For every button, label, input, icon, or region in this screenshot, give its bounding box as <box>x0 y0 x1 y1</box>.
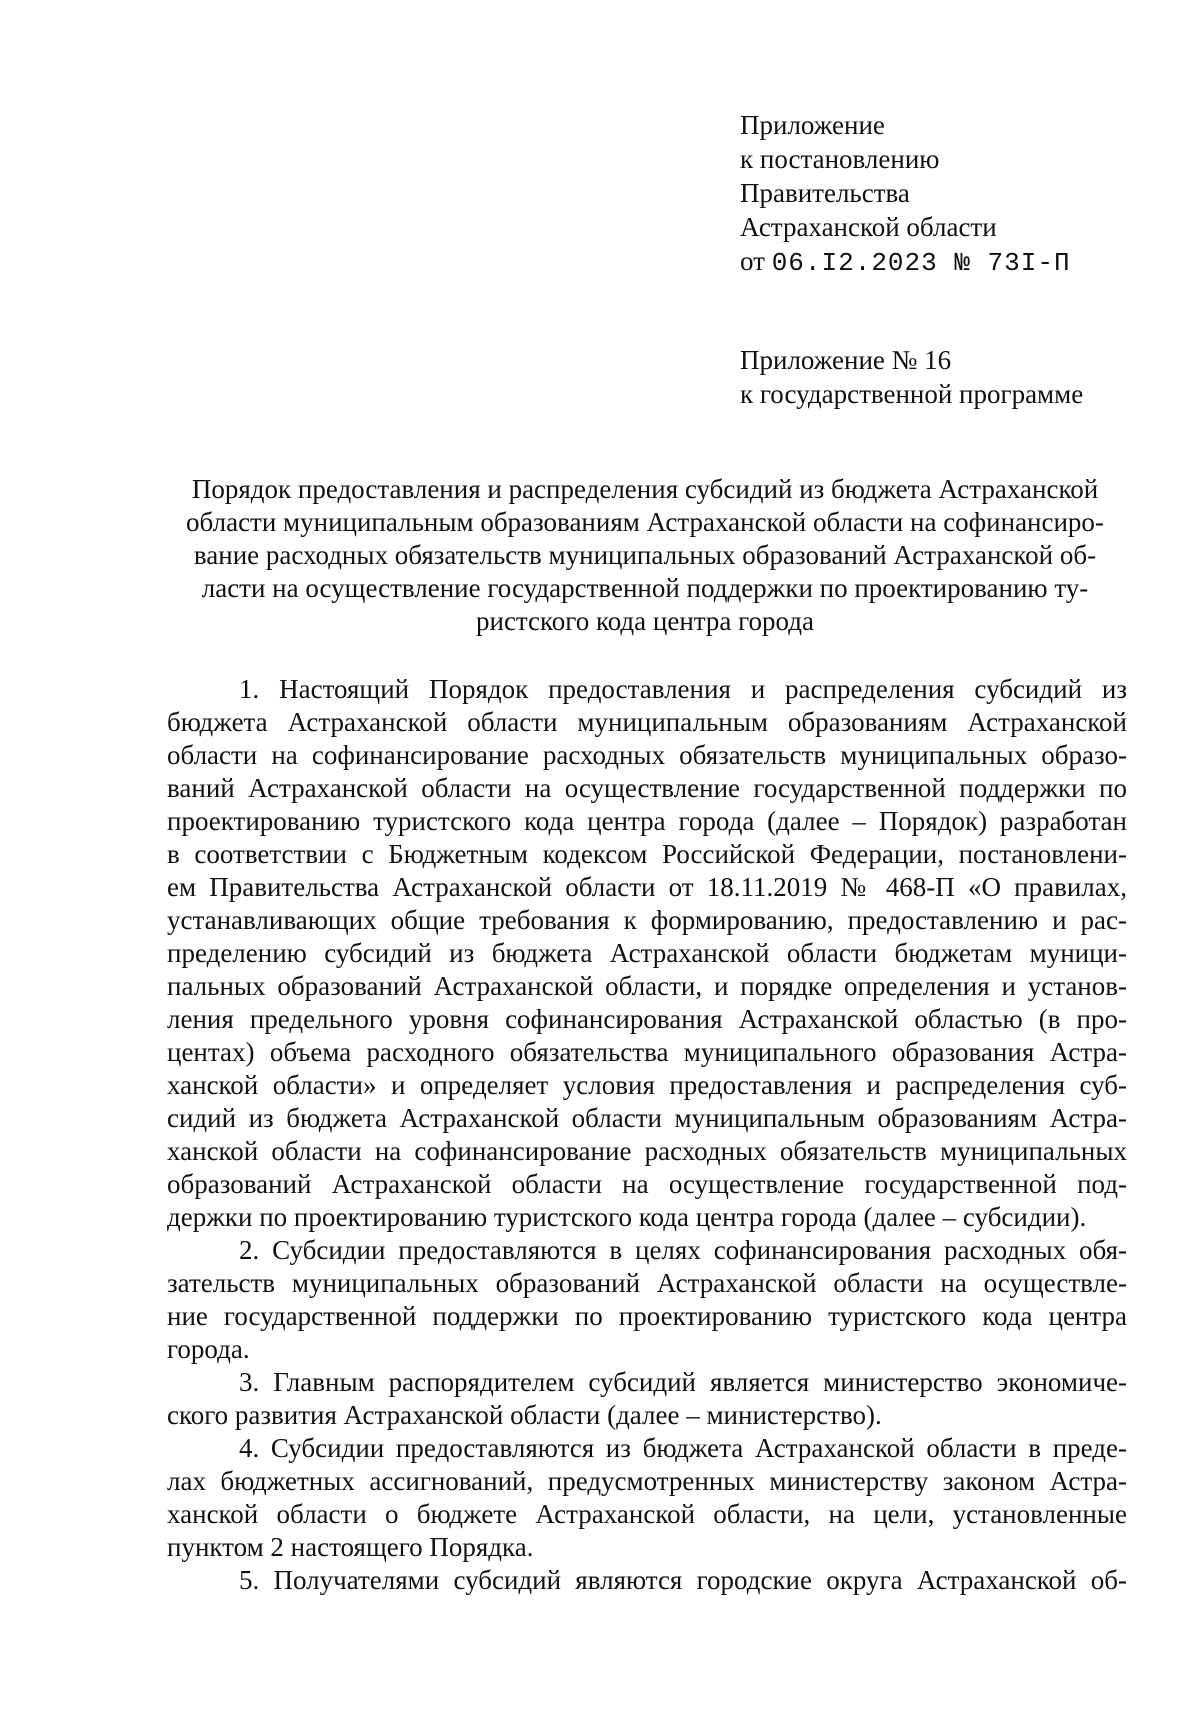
text-line: лах бюджетных ассигнований, предусмотренных министерству законом Астра- <box>167 1466 1127 1496</box>
text-line: держки по проектированию туристского кода центра города (далее – субсидии). <box>167 1202 1087 1232</box>
text-line: 4. Субсидии предоставляются из бюджета Астраханской области в преде- <box>239 1433 1127 1463</box>
text-line: пальных образований Астраханской области, и порядке определения и установ- <box>167 971 1127 1001</box>
annex-date-line <box>740 244 1071 280</box>
text-line: зательств муниципальных образований Астраханской области на осуществле- <box>167 1268 1127 1298</box>
text-line: 2. Субсидии предоставляются в целях софинансирования расходных обя- <box>239 1235 1127 1265</box>
title-line: области муниципальным образованиям Астраханской области на софинансиро- <box>186 507 1104 537</box>
text-line: ем Правительства Астраханской области от 18.11.2019 № 468-П «О правилах, <box>167 872 1127 902</box>
paragraph-2 <box>167 1234 1127 1366</box>
text-line: 3. Главным распорядителем субсидий является министерство экономиче- <box>239 1367 1127 1397</box>
title-line: Порядок предоставления и распределения субсидий из бюджета Астраханской <box>191 474 1099 504</box>
text-line: ления предельного уровня софинансирования Астраханской областью (в про- <box>167 1004 1127 1034</box>
title-line: вание расходных обязательств муниципальных образований Астраханской об- <box>193 540 1097 570</box>
annex-line: Правительства <box>740 178 910 208</box>
text-line: ние государственной поддержки по проектированию туристского кода центра <box>167 1301 1127 1331</box>
text-line: ханской области на софинансирование расходных обязательств муниципальных <box>167 1136 1127 1166</box>
text-line: 5. Получателями субсидий являются городские округа Астраханской об- <box>239 1565 1127 1595</box>
program-annex-header <box>740 343 1083 411</box>
text-line: в соответствии с Бюджетным кодексом Российской Федерации, постановлени- <box>167 839 1127 869</box>
text-line: пределению субсидий из бюджета Астраханской области бюджетам муници- <box>167 938 1127 968</box>
annex-header <box>740 108 1071 280</box>
date-prefix: от <box>740 246 765 276</box>
annex2-line: Приложение № 16 <box>740 345 952 375</box>
text-line: устанавливающих общие требования к формированию, предоставлению и рас- <box>167 905 1127 935</box>
text-line: ханской области о бюджете Астраханской области, на цели, установленные <box>167 1499 1127 1529</box>
annex-line: к постановлению <box>740 144 940 174</box>
text-line: сидий из бюджета Астраханской области муниципальным образованиям Астра- <box>167 1103 1127 1133</box>
text-line: ваний Астраханской области на осуществление государственной поддержки по <box>167 773 1127 803</box>
paragraph-4 <box>167 1432 1127 1564</box>
annex2-line: к государственной программе <box>740 379 1084 409</box>
text-line: города. <box>167 1334 250 1364</box>
date-number-stamp: 06.I2.2023 № 73I-П <box>771 248 1071 278</box>
paragraph-1 <box>167 673 1127 1234</box>
paragraph-5 <box>167 1564 1127 1597</box>
text-line: образований Астраханской области на осуществление государственной под- <box>167 1169 1127 1199</box>
document-title <box>160 473 1130 638</box>
paragraph-3 <box>167 1366 1127 1432</box>
text-line: пунктом 2 настоящего Порядка. <box>167 1532 534 1562</box>
text-line: области на софинансирование расходных обязательств муниципальных образо- <box>167 740 1127 770</box>
text-line: бюджета Астраханской области муниципальным образованиям Астраханской <box>167 707 1127 737</box>
document-body <box>167 673 1127 1597</box>
title-line: ласти на осуществление государственной поддержки по проектированию ту- <box>201 573 1089 603</box>
annex-line: Астраханской области <box>740 212 997 242</box>
text-line: ского развития Астраханской области (далее – министерство). <box>167 1400 882 1430</box>
text-line: проектированию туристского кода центра города (далее – Порядок) разработан <box>167 806 1127 836</box>
text-line: 1. Настоящий Порядок предоставления и распределения субсидий из <box>239 674 1127 704</box>
text-line: центах) объема расходного обязательства муниципального образования Астра- <box>167 1037 1127 1067</box>
annex-line: Приложение <box>740 110 885 140</box>
text-line: ханской области» и определяет условия предоставления и распределения суб- <box>167 1070 1127 1100</box>
title-line: ристского кода центра города <box>476 606 814 636</box>
